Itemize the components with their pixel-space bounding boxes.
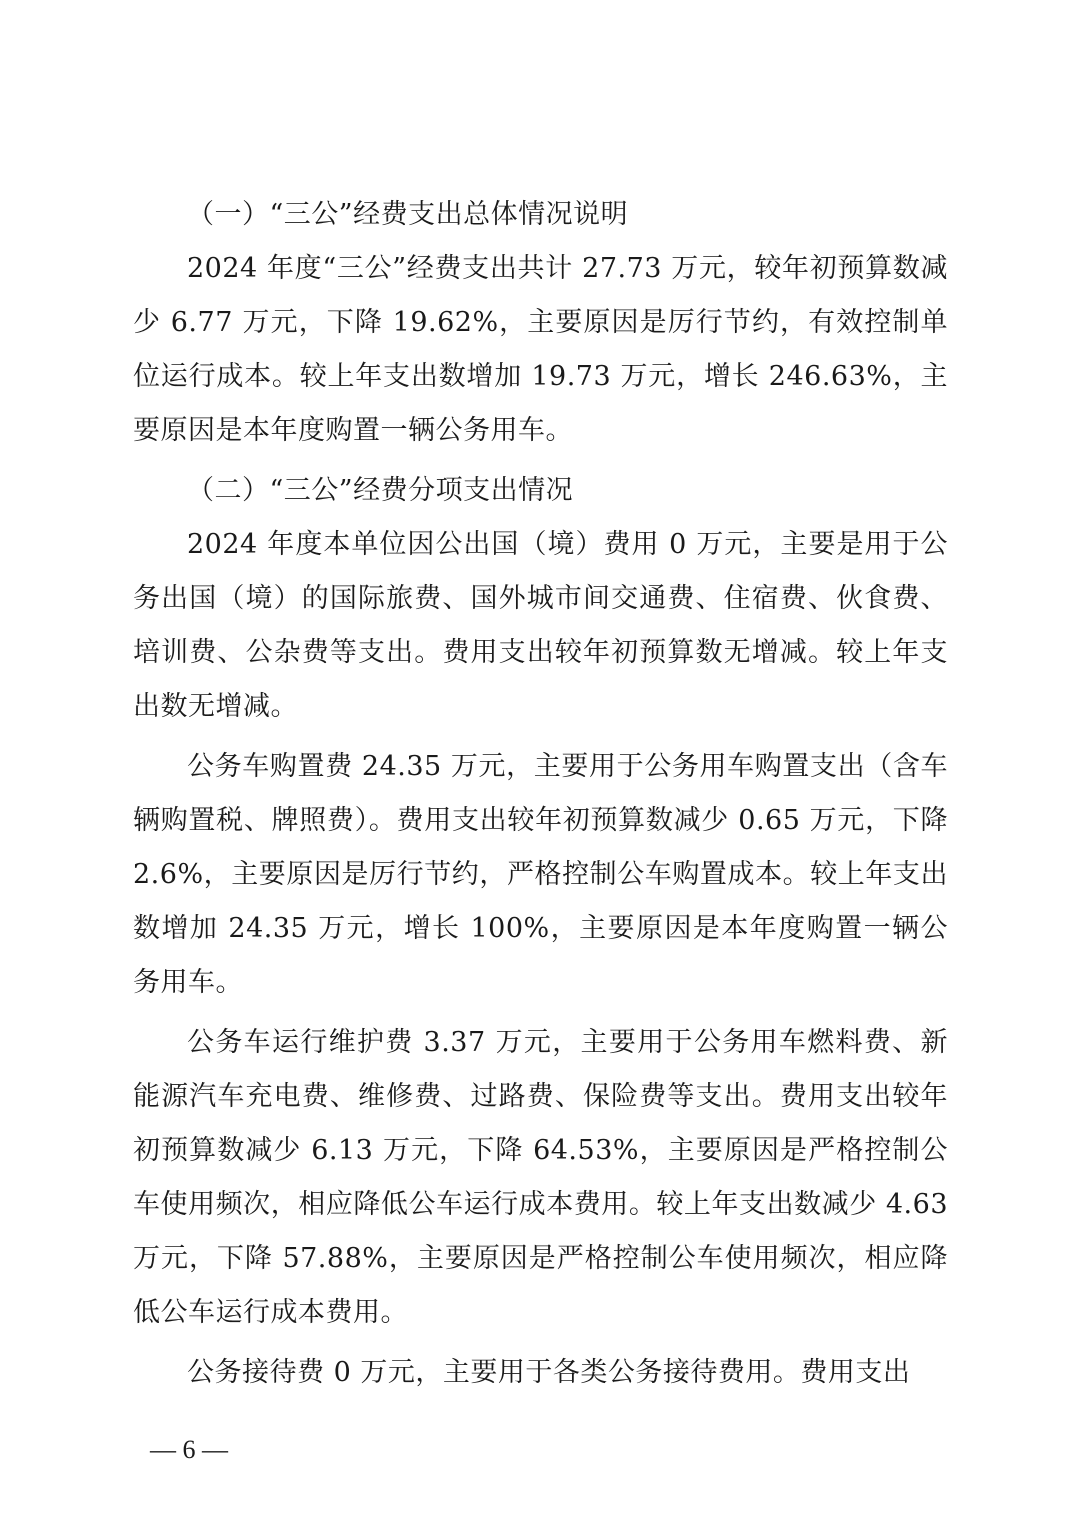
section-heading-itemized: （二）“三公”经费分项支出情况 — [187, 475, 574, 506]
paragraph-overseas-travel: 2024 年度本单位因公出国（境）费用 0 万元，主要是用于公务出国（境）的国际旅费、国外城市间交通费、住宿费、伙食费、培训费、公杂费等支出。费用支出较年初预算数无增减。较上年支出数无增减。 — [133, 529, 948, 722]
paragraph-reception: 公务接待费 0 万元，主要用于各类公务接待费用。费用支出 — [187, 1357, 911, 1388]
paragraph-vehicle-purchase: 公务车购置费 24.35 万元，主要用于公务用车购置支出（含车辆购置税、牌照费）。费用支出较年初预算数减少 0.65 万元，下降 2.6%，主要原因是厉行节约，严格控制公车购置成本。较上年支出数增加 24.35 万元，增长 100%，主要原因是本年度购置一辆公务用车。 — [133, 751, 948, 998]
section-heading-overall: （一）“三公”经费支出总体情况说明 — [187, 199, 629, 230]
paragraph-vehicle-maintenance: 公务车运行维护费 3.37 万元，主要用于公务用车燃料费、新能源汽车充电费、维修费、过路费、保险费等支出。费用支出较年初预算数减少 6.13 万元，下降 64.53%，主要原因是严格控制公车使用频次，相应降低公车运行成本费用。较上年支出数减少 4.63 万元，下降 57.88%，主要原因是严格控制公车使用频次，相应降低公车运行成本费用。 — [133, 1027, 948, 1328]
paragraph-overall-summary: 2024 年度“三公”经费支出共计 27.73 万元，较年初预算数减少 6.77 万元，下降 19.62%，主要原因是厉行节约，有效控制单位运行成本。较上年支出数增加 19.73 万元，增长 246.63%，主要原因是本年度购置一辆公务用车。 — [133, 253, 948, 446]
document-body — [133, 188, 948, 1400]
page-number: — 6 — — [150, 1435, 228, 1464]
